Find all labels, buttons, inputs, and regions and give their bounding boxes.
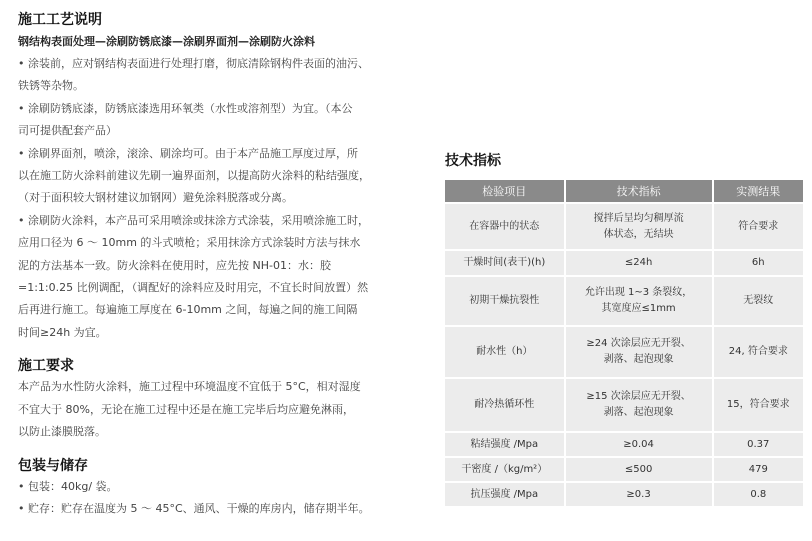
row-spec: [566, 379, 712, 431]
table-row: [445, 277, 803, 325]
construction-line: （对于面积较大钢材建议加钢网）避免涂料脱落或分离。: [18, 191, 293, 205]
row-item: 耐水性（h）: [445, 327, 564, 377]
left-column: [18, 10, 386, 520]
row-item: 粘结强度 /Mpa: [445, 433, 564, 456]
spec-line: ≤500: [624, 463, 653, 475]
row-spec: [566, 458, 712, 481]
spec-line: 搅拌后呈均匀稠厚流: [593, 212, 684, 224]
requirements-title: 施工要求: [18, 358, 74, 375]
spec-line: ≥0.3: [626, 488, 651, 500]
construction-line: 时间≥24h 为宜。: [18, 325, 107, 339]
row-item: 抗压强度 /Mpa: [445, 483, 564, 506]
row-result: 15，符合要求: [714, 379, 803, 431]
construction-line: 后再进行施工。每遍施工厚度在 6-10mm 之间，每遍之间的施工间隔: [18, 303, 358, 317]
row-result: 符合要求: [714, 204, 803, 249]
table-row: [445, 204, 803, 249]
construction-line: • 涂刷防火涂料，本产品可采用喷涂或抹涂方式涂装，采用喷涂施工时，: [18, 213, 369, 227]
construction-line: 泥的方法基本一致。防火涂料在使用时，应先按 NH-01：水：胶: [18, 258, 331, 272]
row-result: 0.37: [714, 433, 803, 456]
requirements-line: 不宜大于 80%，无论在施工过程中还是在施工完毕后均应避免淋雨，: [18, 402, 354, 416]
construction-line: =1:1:0.25 比例调配，（调配好的涂料应及时用完，不宜长时间放置）然: [18, 281, 369, 295]
specs-section: [445, 151, 803, 508]
construction-line: • 涂刷防锈底漆，防锈底漆选用环氧类（水性或溶剂型）为宜。（本公: [18, 101, 353, 115]
spec-line: ≥24 次涂层应无开裂、: [586, 338, 691, 349]
row-spec: [566, 327, 712, 377]
row-result: 0.8: [714, 483, 803, 506]
table-row: [445, 327, 803, 377]
spec-line: 允许出现 1~3 条裂纹，: [584, 287, 693, 298]
requirements-line: 以防止漆膜脱落。: [18, 425, 106, 439]
construction-line: • 涂刷界面剂，喷涂，滚涂、刷涂均可。由于本产品施工厚度过厚，所: [18, 146, 358, 160]
row-spec: [566, 433, 712, 456]
packaging-line: • 贮存：贮存在温度为 5 ～ 45°C、通风、干燥的库房内，储存期半年。: [18, 501, 370, 515]
packaging-line: • 包装：40kg/ 袋。: [18, 479, 118, 493]
header-spec: 技术指标: [566, 180, 712, 202]
header-item: 检验项目: [445, 180, 564, 202]
specs-header-row: [445, 180, 803, 202]
spec-line: 体状态，无结块: [603, 228, 674, 240]
table-row: [445, 251, 803, 275]
construction-line: 应用口径为 6 ～ 10mm 的斗式喷枪；采用抹涂方式涂装时方法与抹水: [18, 236, 361, 250]
construction-line: 铁锈等杂物。: [18, 79, 84, 93]
specs-title: 技术指标: [445, 153, 501, 169]
row-spec: [566, 251, 712, 275]
row-result: 6h: [714, 251, 803, 275]
spec-line: ≥0.04: [623, 438, 654, 450]
row-item: 干燥时间(表干)(h): [445, 251, 564, 275]
construction-line: 以在施工防火涂料前建议先刷一遍界面剂，以提高防火涂料的粘结强度，: [18, 169, 370, 183]
packaging-section: [18, 456, 386, 521]
spec-line: ≤24h: [624, 257, 653, 268]
packaging-title: 包装与储存: [18, 457, 88, 474]
construction-line: 司可提供配套产品）: [18, 124, 117, 138]
requirements-section: [18, 356, 386, 443]
construction-title: 施工工艺说明: [18, 12, 102, 28]
construction-subtitle: 钢结构表面处理—涂刷防锈底漆—涂刷界面剂—涂刷防火涂料: [18, 35, 315, 48]
table-row: [445, 483, 803, 506]
row-spec: [566, 483, 712, 506]
row-result: 479: [714, 458, 803, 481]
construction-line: • 涂装前，应对钢结构表面进行处理打磨，彻底清除钢构件表面的油污、: [18, 57, 369, 70]
row-result: 无裂纹: [714, 277, 803, 325]
spec-line: ≥15 次涂层应无开裂、: [586, 391, 691, 402]
row-item: 耐冷热循环性: [445, 379, 564, 431]
spec-line: 剥落、起泡现象: [603, 407, 674, 418]
row-spec: [566, 277, 712, 325]
construction-body: [18, 53, 386, 344]
table-row: [445, 379, 803, 431]
row-item: 干密度 /（kg/m²）: [445, 458, 564, 481]
row-spec: [566, 204, 712, 249]
row-item: 初期干燥抗裂性: [445, 277, 564, 325]
requirements-line: 本产品为水性防火涂料，施工过程中环境温度不宜低于 5°C，相对湿度: [18, 380, 361, 394]
row-item: 在容器中的状态: [445, 204, 564, 249]
table-row: [445, 458, 803, 481]
row-result: 24, 符合要求: [714, 327, 803, 377]
specs-table: [443, 178, 805, 508]
spec-line: 其宽度应≤1mm: [601, 303, 676, 314]
spec-line: 剥落、起泡现象: [603, 354, 674, 365]
table-row: [445, 433, 803, 456]
header-result: 实测结果: [714, 180, 803, 202]
